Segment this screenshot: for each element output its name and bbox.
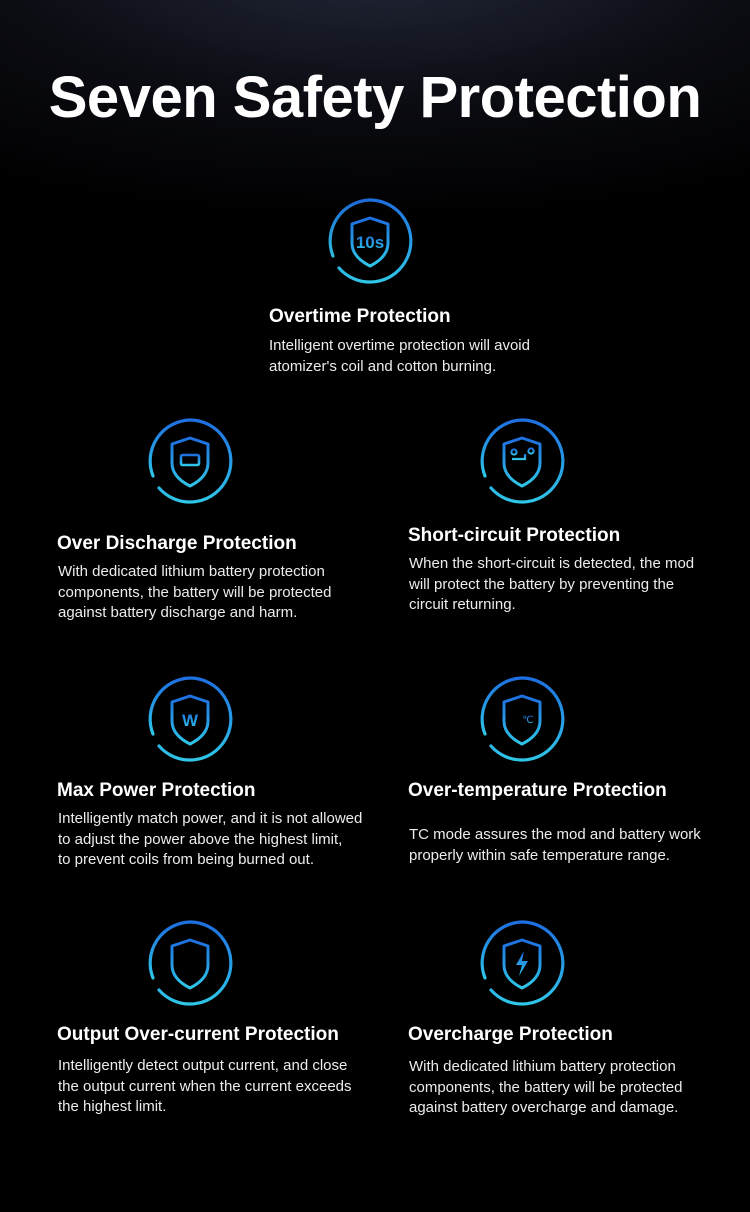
shield-icon-label: 10s	[355, 233, 385, 252]
shield-watt-icon	[147, 676, 233, 762]
feature-title: Overcharge Protection	[408, 1024, 613, 1045]
shield-current-icon	[147, 920, 233, 1006]
feature-title: Output Over-current Protection	[57, 1024, 339, 1045]
feature-description: Intelligently match power, and it is not allowed to adjust the power above the highest limit, to prevent coils from being burned out.	[58, 810, 363, 868]
shield-10s-icon	[327, 198, 413, 284]
feature-title: Short-circuit Protection	[408, 525, 621, 546]
shield-lightning-icon	[479, 920, 565, 1006]
feature-title: Over-temperature Protection	[408, 780, 667, 801]
feature-title: Overtime Protection	[269, 306, 451, 327]
page-title: Seven Safety Protection	[48, 65, 702, 130]
feature-description: TC mode assures the mod and battery work properly within safe temperature range.	[409, 826, 701, 864]
shield-thermometer-icon	[479, 676, 565, 762]
feature-description: When the short-circuit is detected, the mod will protect the battery by preventing the circuit returning.	[409, 555, 695, 613]
shield-circuit-icon	[479, 418, 565, 504]
feature-description: Intelligent overtime protection will avoid atomizer's coil and cotton burning.	[269, 337, 530, 375]
feature-description: Intelligently detect output current, and close the output current when the current exceeds the highest limit.	[58, 1057, 352, 1115]
feature-title: Max Power Protection	[57, 780, 256, 801]
shield-battery-icon	[147, 418, 233, 504]
feature-description: With dedicated lithium battery protection components, the battery will be protected against battery overcharge and damage.	[409, 1058, 683, 1116]
feature-description: With dedicated lithium battery protection components, the battery will be protected against battery discharge and harm.	[58, 563, 332, 621]
shield-icon-label: W	[181, 711, 199, 730]
feature-title: Over Discharge Protection	[57, 533, 297, 554]
shield-icon-label: ℃	[522, 715, 534, 726]
